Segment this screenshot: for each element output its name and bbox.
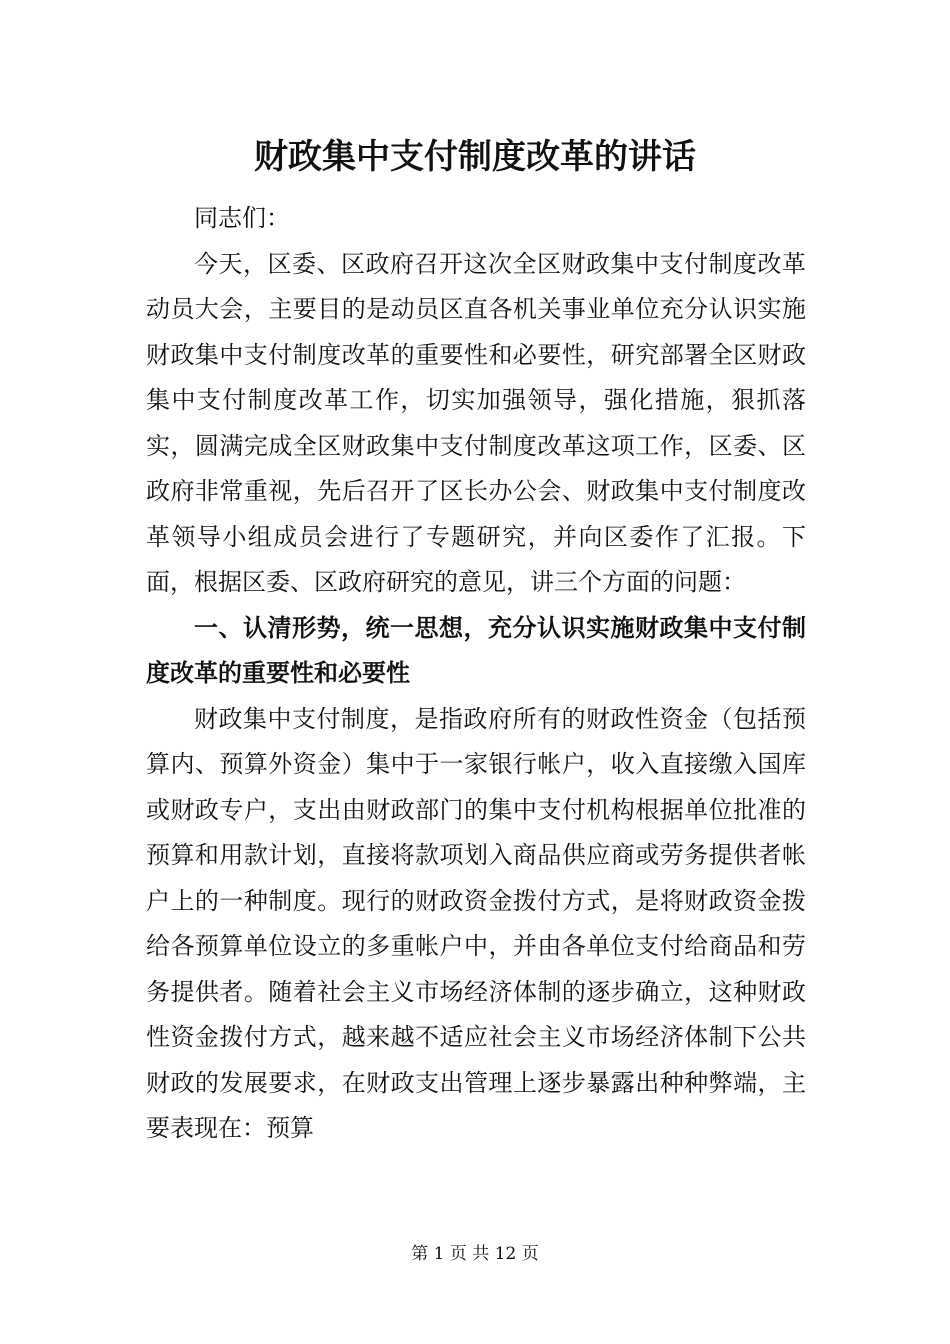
section-heading-1: 一、认清形势，统一思想，充分认识实施财政集中支付制度改革的重要性和必要性 <box>146 613 806 687</box>
document-body <box>146 196 806 1152</box>
paragraph-intro: 今天，区委、区政府召开这次全区财政集中支付制度改革动员大会，主要目的是动员区直各机关事业单位充分认识实施财政集中支付制度改革的重要性和必要性，研究部署全区财政集中支付制度改革工作，切实加强领导，强化措施，狠抓落实，圆满完成全区财政集中支付制度改革这项工作，区委、区政府非常重视，先后召开了区长办公会、财政集中支付制度改革领导小组成员会进行了专题研究，并向区委作了汇报。下面，根据区委、区政府研究的意见，讲三个方面的问题： <box>146 249 806 596</box>
salutation: 同志们： <box>194 204 290 232</box>
paragraph-section-1: 财政集中支付制度，是指政府所有的财政性资金（包括预算内、预算外资金）集中于一家银行帐户，收入直接缴入国库或财政专户，支出由财政部门的集中支付机构根据单位批准的预算和用款计划，直接将款项划入商品供应商或劳务提供者帐户上的一种制度。现行的财政资金拨付方式，是将财政资金拨给各预算单位设立的多重帐户中，并由各单位支付给商品和劳务提供者。随着社会主义市场经济体制的逐步确立，这种财政性资金拨付方式，越来越不适应社会主义市场经济体制下公共财政的发展要求，在财政支出管理上逐步暴露出种种弊端，主要表现在：预算 <box>146 704 806 1142</box>
document-title: 财政集中支付制度改革的讲话 <box>254 137 696 177</box>
page-number-footer: 第 1 页 共 12 页 <box>411 1244 539 1264</box>
